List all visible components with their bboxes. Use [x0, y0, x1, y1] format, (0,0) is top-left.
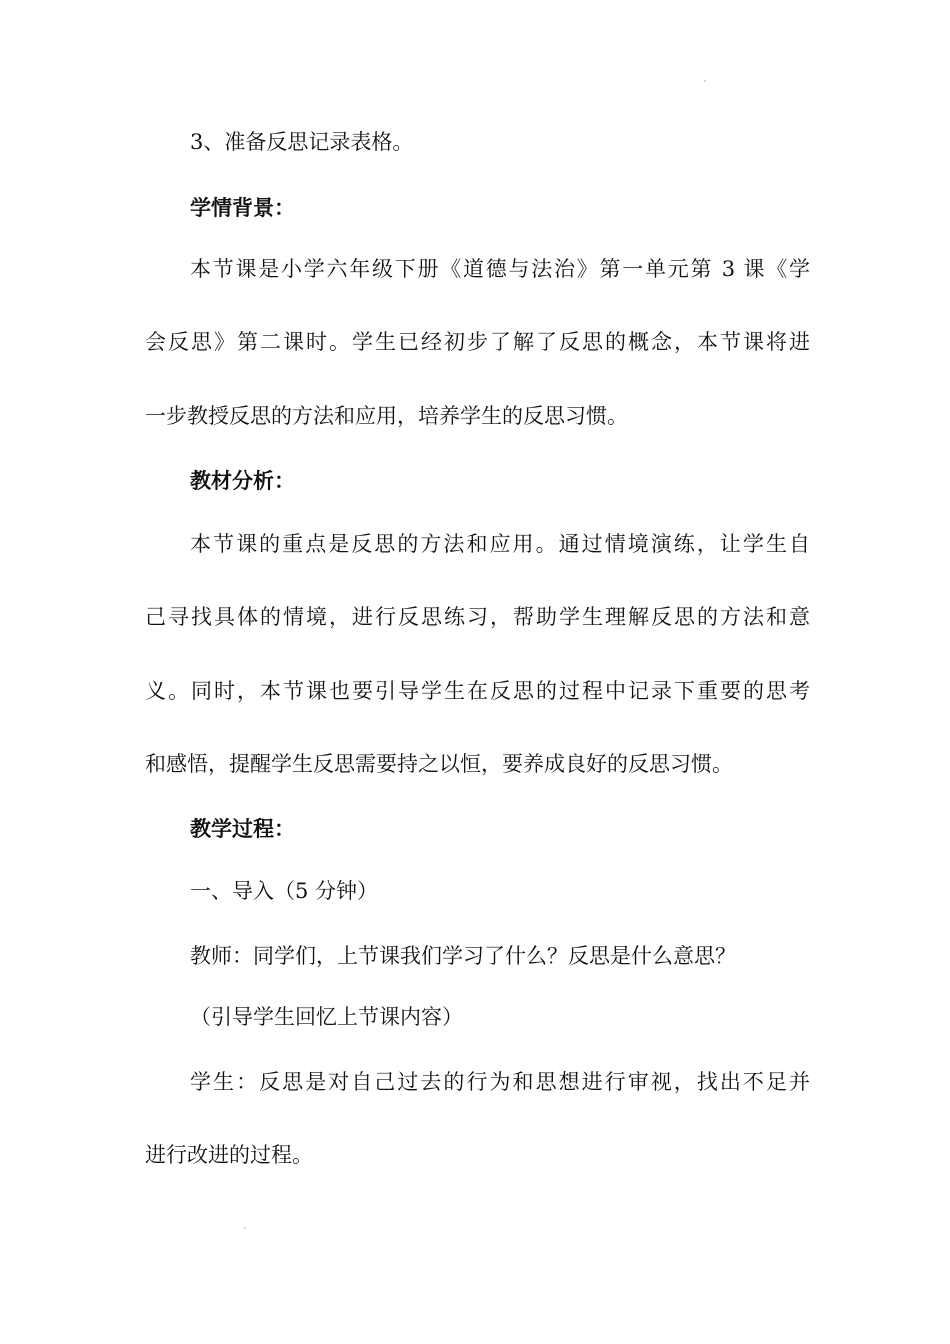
paragraph-line: 己寻找具体的情境，进行反思练习，帮助学生理解反思的方法和意	[145, 605, 810, 629]
paragraph-line: 本节课的重点是反思的方法和应用。通过情境演练，让学生自	[190, 532, 810, 556]
teaching-process-heading: 教学过程：	[190, 817, 295, 841]
paragraph-line: 和感悟，提醒学生反思需要持之以恒，要养成良好的反思习惯。	[145, 752, 733, 776]
paragraph-line: 会反思》第二课时。学生已经初步了解了反思的概念，本节课将进	[145, 330, 810, 354]
guide-note: （引导学生回忆上节课内容）	[190, 1005, 463, 1029]
footer-mark	[244, 1227, 246, 1229]
student-line: 进行改进的过程。	[145, 1143, 313, 1167]
section-1-title: 一、导入（5 分钟）	[190, 879, 379, 903]
teacher-line: 教师：同学们，上节课我们学习了什么？反思是什么意思？	[190, 944, 736, 968]
paragraph-line: 一步教授反思的方法和应用，培养学生的反思习惯。	[145, 404, 628, 428]
paragraph-line: 义。同时，本节课也要引导学生在反思的过程中记录下重要的思考	[145, 679, 810, 703]
material-analysis-heading: 教材分析：	[190, 469, 295, 493]
student-line: 学生：反思是对自己过去的行为和思想进行审视，找出不足并	[190, 1070, 810, 1094]
paragraph-line: 本节课是小学六年级下册《道德与法治》第一单元第 3 课《学	[190, 257, 810, 281]
prep-item-3: 3、准备反思记录表格。	[190, 130, 414, 154]
learning-background-heading: 学情背景：	[190, 196, 295, 220]
corner-mark	[704, 80, 706, 82]
